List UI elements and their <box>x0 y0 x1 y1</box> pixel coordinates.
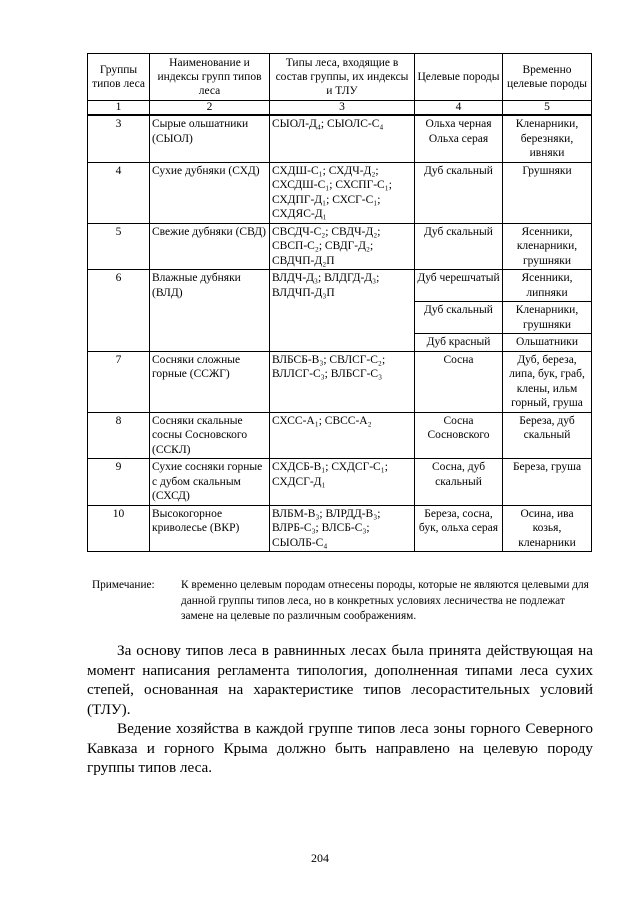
column-number: 5 <box>503 101 592 116</box>
forest-types: ВЛДЧ-Д₃; ВЛДГД-Д₃; ВЛДЧП-Д₃П <box>270 270 415 352</box>
target-species: Сосна, дуб скальный <box>415 459 503 506</box>
target-species: Сосна <box>415 351 503 412</box>
temporary-species: Береза, дуб скальный <box>503 412 592 459</box>
target-species: Ольха черная Ольха серая <box>415 115 503 162</box>
note-label: Примечание: <box>92 579 155 591</box>
header-groups: Группы типов леса <box>88 54 150 101</box>
group-number: 5 <box>88 223 150 270</box>
header-temp: Временно целевые породы <box>503 54 592 101</box>
header-types: Типы леса, входящие в состав группы, их индексы и ТЛУ <box>270 54 415 101</box>
group-number: 4 <box>88 162 150 223</box>
temporary-species: Ольшатники <box>503 334 592 352</box>
target-species: Береза, сосна, бук, ольха серая <box>415 505 503 552</box>
forest-types: СХДСБ-В₁; СХДСГ-С₁; СХДСГ-Д₁ <box>270 459 415 506</box>
target-species: Дуб красный <box>415 334 503 352</box>
table-note <box>92 578 598 625</box>
forest-types: ВЛБМ-В₃; ВЛРДД-В₃; ВЛРБ-С₃; ВЛСБ-С₃; СЫОЛБ-С₄ <box>270 505 415 552</box>
group-number: 6 <box>88 270 150 352</box>
group-number: 9 <box>88 459 150 506</box>
temporary-species: Ясенники, липняки <box>503 270 592 302</box>
forest-types: СЫОЛ-Д₄; СЫОЛС-С₄ <box>270 115 415 162</box>
group-name: Сухие дубняки (СХД) <box>150 162 270 223</box>
temporary-species: Грушняки <box>503 162 592 223</box>
table-row <box>88 115 592 162</box>
temporary-species: Кленарники, грушняки <box>503 302 592 334</box>
group-name: Сырые ольшатники (СЫОЛ) <box>150 115 270 162</box>
target-species: Дуб скальный <box>415 223 503 270</box>
table-row <box>88 270 592 302</box>
table-row <box>88 223 592 270</box>
table-header-row <box>88 54 592 101</box>
group-number: 7 <box>88 351 150 412</box>
header-target: Целевые породы <box>415 54 503 101</box>
temporary-species: Береза, груша <box>503 459 592 506</box>
group-number: 10 <box>88 505 150 552</box>
temporary-species: Ясенники, кленарники, грушняки <box>503 223 592 270</box>
paragraph: За основу типов леса в равнинных лесах была принята действующая на момент написания регламента типология, дополненная типами леса сухих степей, основанная на характеристике типов лесорастительных условий (ТЛУ). <box>87 642 593 718</box>
paragraph: Ведение хозяйства в каждой группе типов леса зоны горного Северного Кавказа и горного Крыма должно быть направлено на целевую породу группы типов леса. <box>87 720 593 776</box>
group-name: Сухие сосняки горные с дубом скальным (СХСД) <box>150 459 270 506</box>
target-species: Дуб скальный <box>415 302 503 334</box>
group-number: 3 <box>88 115 150 162</box>
column-number: 3 <box>270 101 415 116</box>
page-number: 204 <box>311 851 329 865</box>
header-names: Наименование и индексы групп типов леса <box>150 54 270 101</box>
note-text: К временно целевым породам отнесены породы, которые не являются целевыми для данной группы типов леса, но в конкретных условиях лесничества не подлежат замене на целевые по различным соображениям. <box>181 579 589 622</box>
group-name: Сосняки скальные сосны Сосновского (ССКЛ) <box>150 412 270 459</box>
forest-types: СХДШ-С₁; СХДЧ-Д₂; СХСДШ-С₁; СХСПГ-С₁; СХДПГ-Д₁; СХСГ-С₁; СХДЯС-Д₁ <box>270 162 415 223</box>
table-row <box>88 162 592 223</box>
table-row <box>88 351 592 412</box>
table-row <box>88 505 592 552</box>
group-name: Сосняки сложные горные (ССЖГ) <box>150 351 270 412</box>
forest-types: ВЛБСБ-В₃; СВЛСГ-С₂; ВЛЛСГ-С₃; ВЛБСГ-С₃ <box>270 351 415 412</box>
group-name: Влажные дубняки (ВЛД) <box>150 270 270 352</box>
forest-types: СХСС-А₁; СВСС-А₂ <box>270 412 415 459</box>
column-number: 4 <box>415 101 503 116</box>
target-species: Дуб скальный <box>415 162 503 223</box>
temporary-species: Кленарники, березняки, ивняки <box>503 115 592 162</box>
target-species: Сосна Сосновского <box>415 412 503 459</box>
forest-types-table <box>87 53 592 552</box>
target-species: Дуб черешчатый <box>415 270 503 302</box>
group-number: 8 <box>88 412 150 459</box>
group-name: Свежие дубняки (СВД) <box>150 223 270 270</box>
temporary-species: Осина, ива козья, кленарники <box>503 505 592 552</box>
table-row <box>88 412 592 459</box>
column-number: 1 <box>88 101 150 116</box>
body-text <box>87 641 593 778</box>
column-number: 2 <box>150 101 270 116</box>
group-name: Высокогорное криволесье (ВКР) <box>150 505 270 552</box>
forest-types: СВСДЧ-С₂; СВДЧ-Д₂; СВСП-С₂; СВДГ-Д₂; СВДЧП-Д₂П <box>270 223 415 270</box>
column-number-row <box>88 101 592 116</box>
temporary-species: Дуб, береза, липа, бук, граб, клены, ильм горный, груша <box>503 351 592 412</box>
table-row <box>88 459 592 506</box>
